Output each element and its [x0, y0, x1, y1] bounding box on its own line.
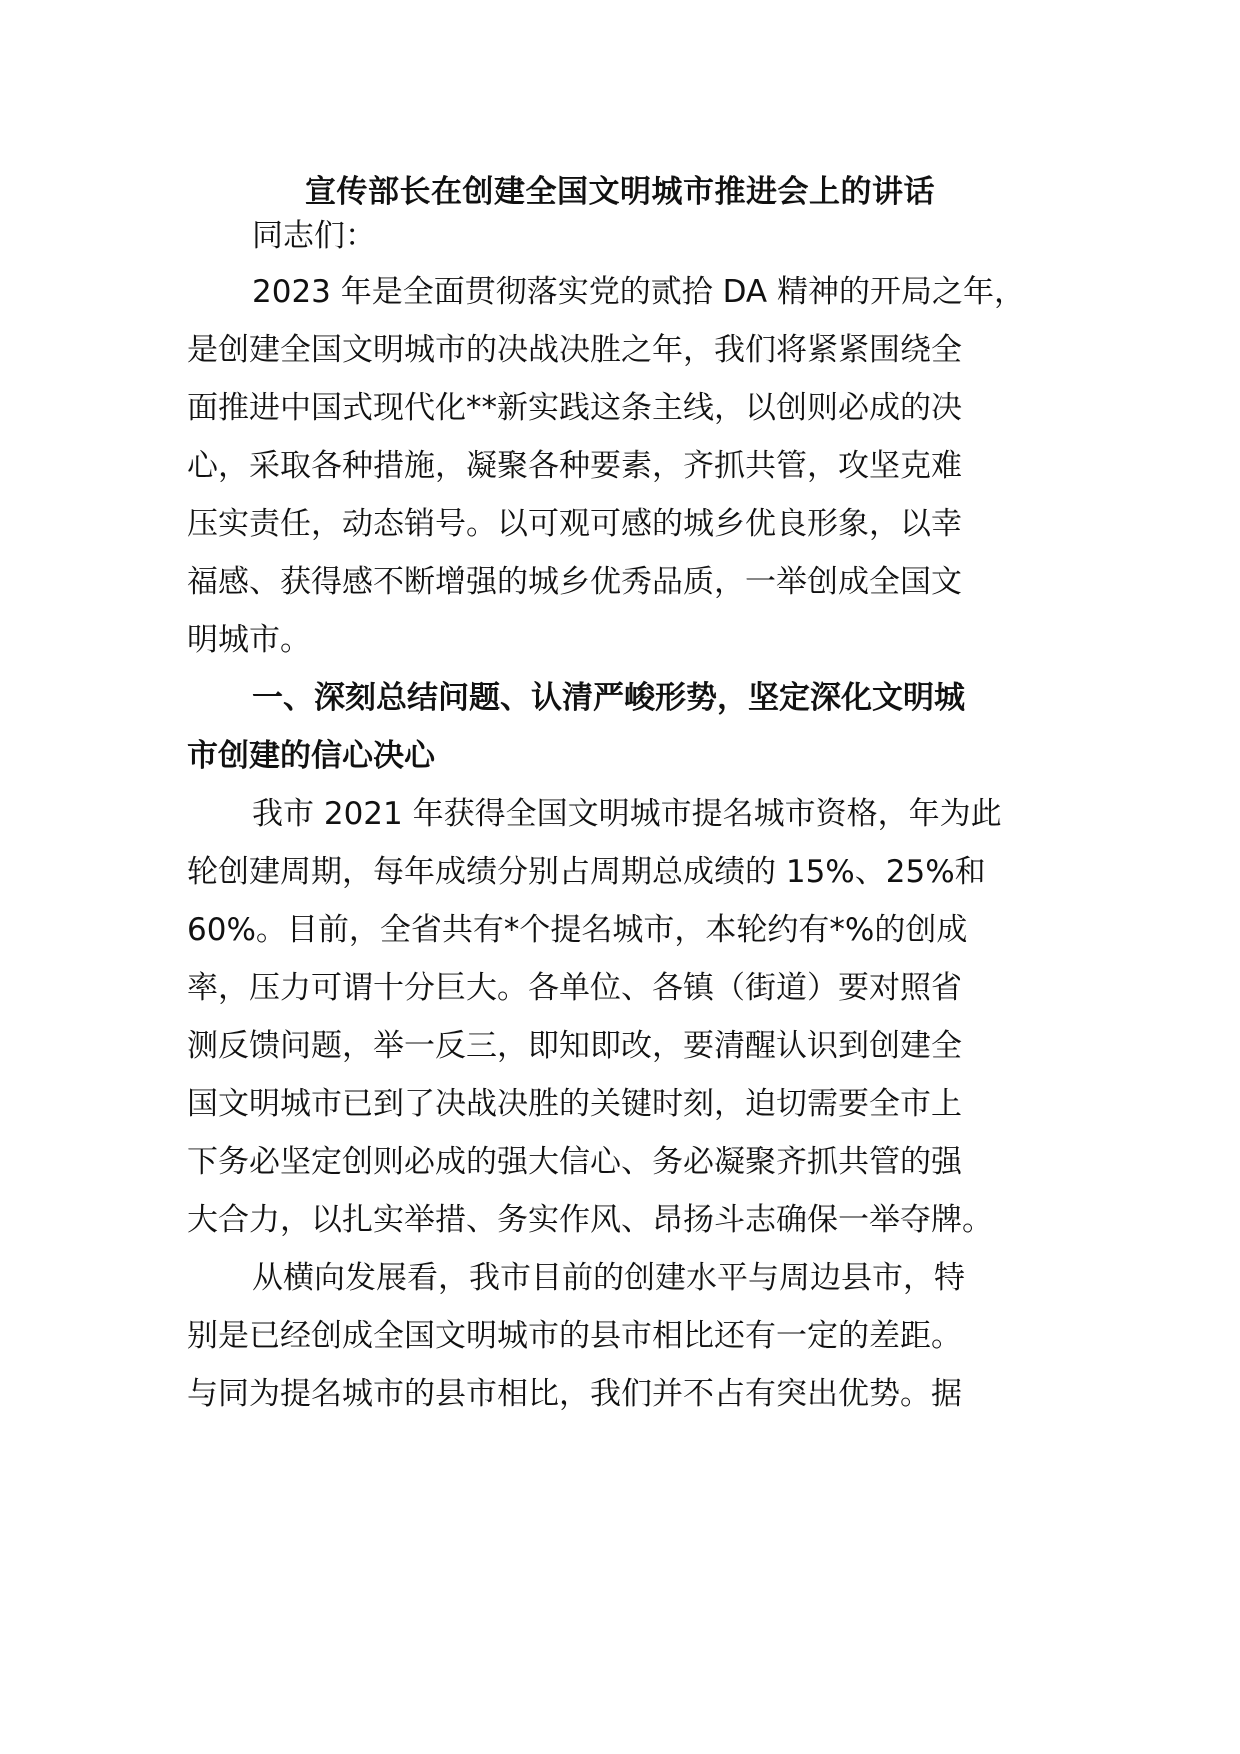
- paragraph-line: 别是已经创成全国文明城市的县市相比还有一定的差距。: [187, 1318, 962, 1354]
- section-heading: 一、深刻总结问题、认清严峻形势，坚定深化文明城: [252, 680, 965, 716]
- paragraph-line: 我市 2021 年获得全国文明城市提名城市资格，年为此: [252, 796, 1002, 832]
- paragraph-line: 心，采取各种措施，凝聚各种要素，齐抓共管，攻坚克难: [187, 448, 962, 484]
- paragraph-line: 下务必坚定创则必成的强大信心、务必凝聚齐抓共管的强: [187, 1144, 962, 1180]
- paragraph-line: 面推进中国式现代化**新实践这条主线，以创则必成的决: [187, 390, 962, 426]
- paragraph-line: 国文明城市已到了决战决胜的关键时刻，迫切需要全市上: [187, 1086, 962, 1122]
- paragraph-line: 60%。目前，全省共有*个提名城市，本轮约有*%的创成: [187, 912, 968, 948]
- paragraph-line: 与同为提名城市的县市相比，我们并不占有突出优势。据: [187, 1376, 962, 1412]
- paragraph-line: 大合力，以扎实举措、务实作风、昂扬斗志确保一举夺牌。: [187, 1202, 993, 1238]
- section-heading: 市创建的信心决心: [187, 738, 435, 774]
- paragraph-line: 2023 年是全面贯彻落实党的贰拾 DA 精神的开局之年，: [252, 274, 1025, 310]
- document-title: 宣传部长在创建全国文明城市推进会上的讲话: [305, 174, 935, 210]
- paragraph-line: 明城市。: [187, 622, 311, 658]
- paragraph-line: 率，压力可谓十分巨大。各单位、各镇（街道）要对照省: [187, 970, 962, 1006]
- salutation: 同志们：: [252, 218, 376, 254]
- paragraph-line: 轮创建周期，每年成绩分别占周期总成绩的 15%、25%和: [187, 854, 986, 890]
- paragraph-line: 福感、获得感不断增强的城乡优秀品质，一举创成全国文: [187, 564, 962, 600]
- paragraph-line: 是创建全国文明城市的决战决胜之年，我们将紧紧围绕全: [187, 332, 962, 368]
- paragraph-line: 从横向发展看，我市目前的创建水平与周边县市，特: [252, 1260, 965, 1296]
- paragraph-line: 测反馈问题，举一反三，即知即改，要清醒认识到创建全: [187, 1028, 962, 1064]
- paragraph-line: 压实责任，动态销号。以可观可感的城乡优良形象，以幸: [187, 506, 962, 542]
